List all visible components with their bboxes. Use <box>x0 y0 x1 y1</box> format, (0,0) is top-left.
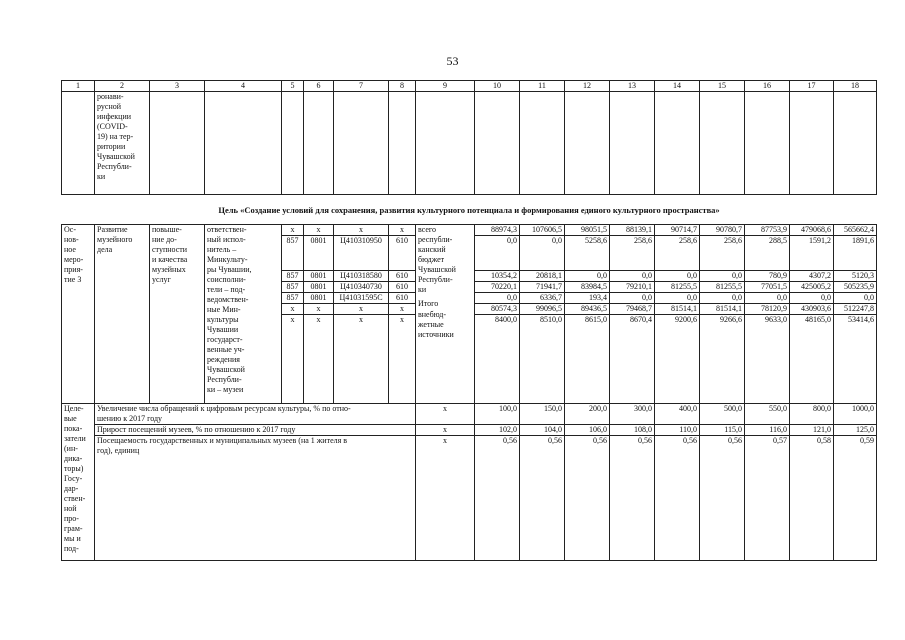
indicator-value: 0,56 <box>520 436 565 561</box>
value-cell: 81255,5 <box>700 282 744 293</box>
kbk-vr-line: x <box>389 225 415 236</box>
value-cell: 77051,5 <box>745 282 789 293</box>
kbk-csr-line: x <box>359 315 363 324</box>
indicator-text: Посещаемость государственных и муниципальных музеев (на 1 жителя в год), единиц <box>95 436 416 561</box>
value-cell: 53414,6 <box>848 315 874 324</box>
kbk-csr-line: x <box>334 304 388 315</box>
column-number-14: 14 <box>655 81 700 92</box>
indicator-x: x <box>416 425 475 436</box>
value-cell: 1891,6 <box>834 236 876 271</box>
value-cell: 81514,1 <box>700 304 744 315</box>
kbk-grbs-line: x <box>282 304 303 315</box>
value-cell: 10354,2 <box>475 271 519 282</box>
value-cell: 9200,6 <box>675 315 697 324</box>
indicator-text: Увеличение числа обращений к цифровым ресурсам культуры, % по отно- шению к 2017 году <box>95 404 416 425</box>
value-cell: 258,6 <box>655 236 699 271</box>
value-cell: 565662,4 <box>834 225 876 236</box>
kbk-rz-line: 0801 <box>304 293 333 304</box>
column-number-row <box>62 81 877 92</box>
kbk-grbs-line: 857 <box>282 236 303 271</box>
indicator-value: 0,58 <box>790 436 834 561</box>
value-cell: 425005,2 <box>790 282 833 293</box>
value-cell: 258,6 <box>700 236 744 271</box>
indicator-value: 100,0 <box>475 404 520 425</box>
value-cell: 479068,6 <box>790 225 833 236</box>
goal-heading: Цель «Создание условий для сохранения, развития культурного потенциала и формирования единого культурного пространства» <box>62 195 877 225</box>
indicator-value: 0,56 <box>655 436 700 561</box>
column-number-9: 9 <box>416 81 475 92</box>
kbk-csr-line: x <box>334 225 388 236</box>
value-cell: 0,0 <box>655 271 699 282</box>
kbk-grbs-line: 857 <box>282 271 303 282</box>
value-cell: 0,0 <box>834 293 876 304</box>
value-cell: 0,0 <box>565 271 609 282</box>
value-cell: 4307,2 <box>790 271 833 282</box>
value-cell: 258,6 <box>610 236 654 271</box>
value-cell: 0,0 <box>790 293 833 304</box>
indicator-value: 0,56 <box>565 436 610 561</box>
value-cell: 8510,0 <box>540 315 562 324</box>
page-number: 53 <box>446 54 459 68</box>
value-cell: 79468,7 <box>610 304 654 315</box>
column-number-1: 1 <box>62 81 95 92</box>
value-cell: 0,0 <box>700 293 744 304</box>
column-number-3: 3 <box>150 81 205 92</box>
indicator-value: 115,0 <box>700 425 745 436</box>
indicator-value: 500,0 <box>700 404 745 425</box>
value-column-16 <box>745 225 790 404</box>
value-cell: 89436,5 <box>565 304 609 315</box>
column-number-18: 18 <box>834 81 877 92</box>
value-cell: 9633,0 <box>765 315 787 324</box>
indicator-value: 106,0 <box>565 425 610 436</box>
indicator-value: 125,0 <box>834 425 877 436</box>
kbk-grbs-line: 857 <box>282 282 303 293</box>
value-cell: 81255,5 <box>655 282 699 293</box>
kbk-rz-line: x <box>304 225 333 236</box>
budget-table <box>61 80 877 561</box>
value-column-15 <box>700 225 745 404</box>
column-number-8: 8 <box>389 81 416 92</box>
continuation-row <box>62 92 877 195</box>
kbk-vr-line: 610 <box>389 282 415 293</box>
kbk-rz-line: 0801 <box>304 271 333 282</box>
measure-purpose: повыше- ние до- ступности и качества музейных услуг <box>150 225 205 404</box>
indicators-label: Целе- вые пока- затели (ин- дика- торы) Госу- дар- ствен- ной про- грам- мы и под- <box>62 404 95 561</box>
value-cell: 8670,4 <box>630 315 652 324</box>
kbk-rz-line: x <box>304 304 333 315</box>
indicator-value: 110,0 <box>655 425 700 436</box>
value-cell: 99096,5 <box>520 304 564 315</box>
goal-row <box>62 195 877 225</box>
value-cell: 5120,3 <box>834 271 876 282</box>
column-number-2: 2 <box>95 81 150 92</box>
value-column-12 <box>565 225 610 404</box>
value-cell: 90714,7 <box>655 225 699 236</box>
kbk-vr-line: 610 <box>389 236 415 271</box>
value-cell: 87753,9 <box>745 225 789 236</box>
value-cell: 70220,1 <box>475 282 519 293</box>
value-cell: 9266,6 <box>720 315 742 324</box>
funding-source-label: республи- канский бюджет Чувашской Республи- ки <box>418 235 456 294</box>
value-cell: 0,0 <box>610 293 654 304</box>
funding-sources <box>416 225 475 404</box>
indicator-value: 121,0 <box>790 425 834 436</box>
kbk-vr-line: 610 <box>389 293 415 304</box>
indicator-value: 550,0 <box>745 404 790 425</box>
indicator-row <box>62 436 877 561</box>
indicator-value: 0,59 <box>834 436 877 561</box>
value-cell: 0,0 <box>475 293 519 304</box>
value-cell: 0,0 <box>700 271 744 282</box>
value-cell: 88974,3 <box>475 225 519 236</box>
indicator-x: x <box>416 436 475 561</box>
value-cell: 20818,1 <box>520 271 564 282</box>
kbk-vr-line: x <box>400 315 404 324</box>
value-column-18 <box>834 225 877 404</box>
measure-executor: ответствен- ный испол- нитель – Минкульту- ры Чувашии, соисполни- тели – под- ведомствен- ные Мин- культуры Чувашии государст- венные уч- реждения Чувашской Республи- ки – музеи <box>205 225 282 404</box>
column-number-15: 15 <box>700 81 745 92</box>
kbk-rz-line: 0801 <box>304 282 333 293</box>
value-column-14 <box>655 225 700 404</box>
value-cell: 0,0 <box>520 236 564 271</box>
value-cell: 98051,5 <box>565 225 609 236</box>
indicator-x: x <box>416 404 475 425</box>
value-cell: 78120,9 <box>745 304 789 315</box>
kbk-grbs <box>282 225 304 404</box>
value-cell: 505235,9 <box>834 282 876 293</box>
indicator-value: 800,0 <box>790 404 834 425</box>
value-cell: 1591,2 <box>790 236 833 271</box>
indicator-row <box>62 425 877 436</box>
value-column-10 <box>475 225 520 404</box>
value-cell: 83984,5 <box>565 282 609 293</box>
value-cell: 6336,7 <box>520 293 564 304</box>
value-cell: 88139,1 <box>610 225 654 236</box>
value-cell: 0,0 <box>610 271 654 282</box>
kbk-rz-line: x <box>316 315 321 324</box>
indicator-value: 102,0 <box>475 425 520 436</box>
kbk-grbs-line: x <box>290 315 295 324</box>
funding-source-label: Итого <box>418 299 439 308</box>
indicator-value: 0,56 <box>610 436 655 561</box>
value-cell: 90780,7 <box>700 225 744 236</box>
value-cell: 48165,0 <box>805 315 831 324</box>
value-cell: 430903,6 <box>790 304 833 315</box>
value-column-13 <box>610 225 655 404</box>
indicator-value: 0,57 <box>745 436 790 561</box>
value-cell: 0,0 <box>745 293 789 304</box>
column-number-12: 12 <box>565 81 610 92</box>
indicator-value: 0,56 <box>700 436 745 561</box>
value-cell: 8400,0 <box>495 315 517 324</box>
kbk-csr-line: Ц410318580 <box>334 271 388 282</box>
value-column-11 <box>520 225 565 404</box>
value-cell: 0,0 <box>655 293 699 304</box>
column-number-7: 7 <box>334 81 389 92</box>
indicator-value: 108,0 <box>610 425 655 436</box>
value-cell: 5258,6 <box>565 236 609 271</box>
column-number-16: 16 <box>745 81 790 92</box>
kbk-grbs-line: x <box>282 225 303 236</box>
indicator-row <box>62 404 877 425</box>
value-cell: 79210,1 <box>610 282 654 293</box>
value-cell: 8615,0 <box>585 315 607 324</box>
column-number-11: 11 <box>520 81 565 92</box>
value-cell: 512247,8 <box>834 304 876 315</box>
value-cell: 71941,7 <box>520 282 564 293</box>
kbk-vr-line: 610 <box>389 271 415 282</box>
kbk-csr-line: Ц410310950 <box>334 236 388 271</box>
column-number-6: 6 <box>304 81 334 92</box>
funding-source-label: всего <box>418 225 437 234</box>
indicator-text: Прирост посещений музеев, % по отношению к 2017 году <box>95 425 416 436</box>
column-number-13: 13 <box>610 81 655 92</box>
kbk-rz-line: 0801 <box>304 236 333 271</box>
measure-type: Ос- нов- ное меро- прия- тие 3 <box>62 225 95 404</box>
value-cell: 81514,1 <box>655 304 699 315</box>
indicator-value: 116,0 <box>745 425 790 436</box>
kbk-vr <box>389 225 416 404</box>
value-cell: 193,4 <box>565 293 609 304</box>
indicator-value: 150,0 <box>520 404 565 425</box>
indicator-value: 200,0 <box>565 404 610 425</box>
indicator-value: 400,0 <box>655 404 700 425</box>
column-number-5: 5 <box>282 81 304 92</box>
kbk-vr-line: x <box>389 304 415 315</box>
kbk-csr-line: Ц410340730 <box>334 282 388 293</box>
value-cell: 107606,5 <box>520 225 564 236</box>
measure-row <box>62 225 877 404</box>
value-cell: 0,0 <box>475 236 519 271</box>
kbk-csr <box>334 225 389 404</box>
funding-source-label: внебюд- жетные источники <box>418 310 454 339</box>
value-column-17 <box>790 225 834 404</box>
indicator-value: 0,56 <box>475 436 520 561</box>
column-number-10: 10 <box>475 81 520 92</box>
indicator-value: 104,0 <box>520 425 565 436</box>
value-cell: 780,9 <box>745 271 789 282</box>
kbk-grbs-line: 857 <box>282 293 303 304</box>
indicator-value: 1000,0 <box>834 404 877 425</box>
continuation-text: ронави- русной инфекции (COVID- 19) на тер- ритории Чувашской Республи- ки <box>95 92 150 195</box>
column-number-17: 17 <box>790 81 834 92</box>
indicator-value: 300,0 <box>610 404 655 425</box>
measure-name: Развитие музейного дела <box>95 225 150 404</box>
value-cell: 80574,3 <box>475 304 519 315</box>
kbk-csr-line: Ц41031595С <box>334 293 388 304</box>
value-cell: 288,5 <box>745 236 789 271</box>
kbk-rz <box>304 225 334 404</box>
column-number-4: 4 <box>205 81 282 92</box>
